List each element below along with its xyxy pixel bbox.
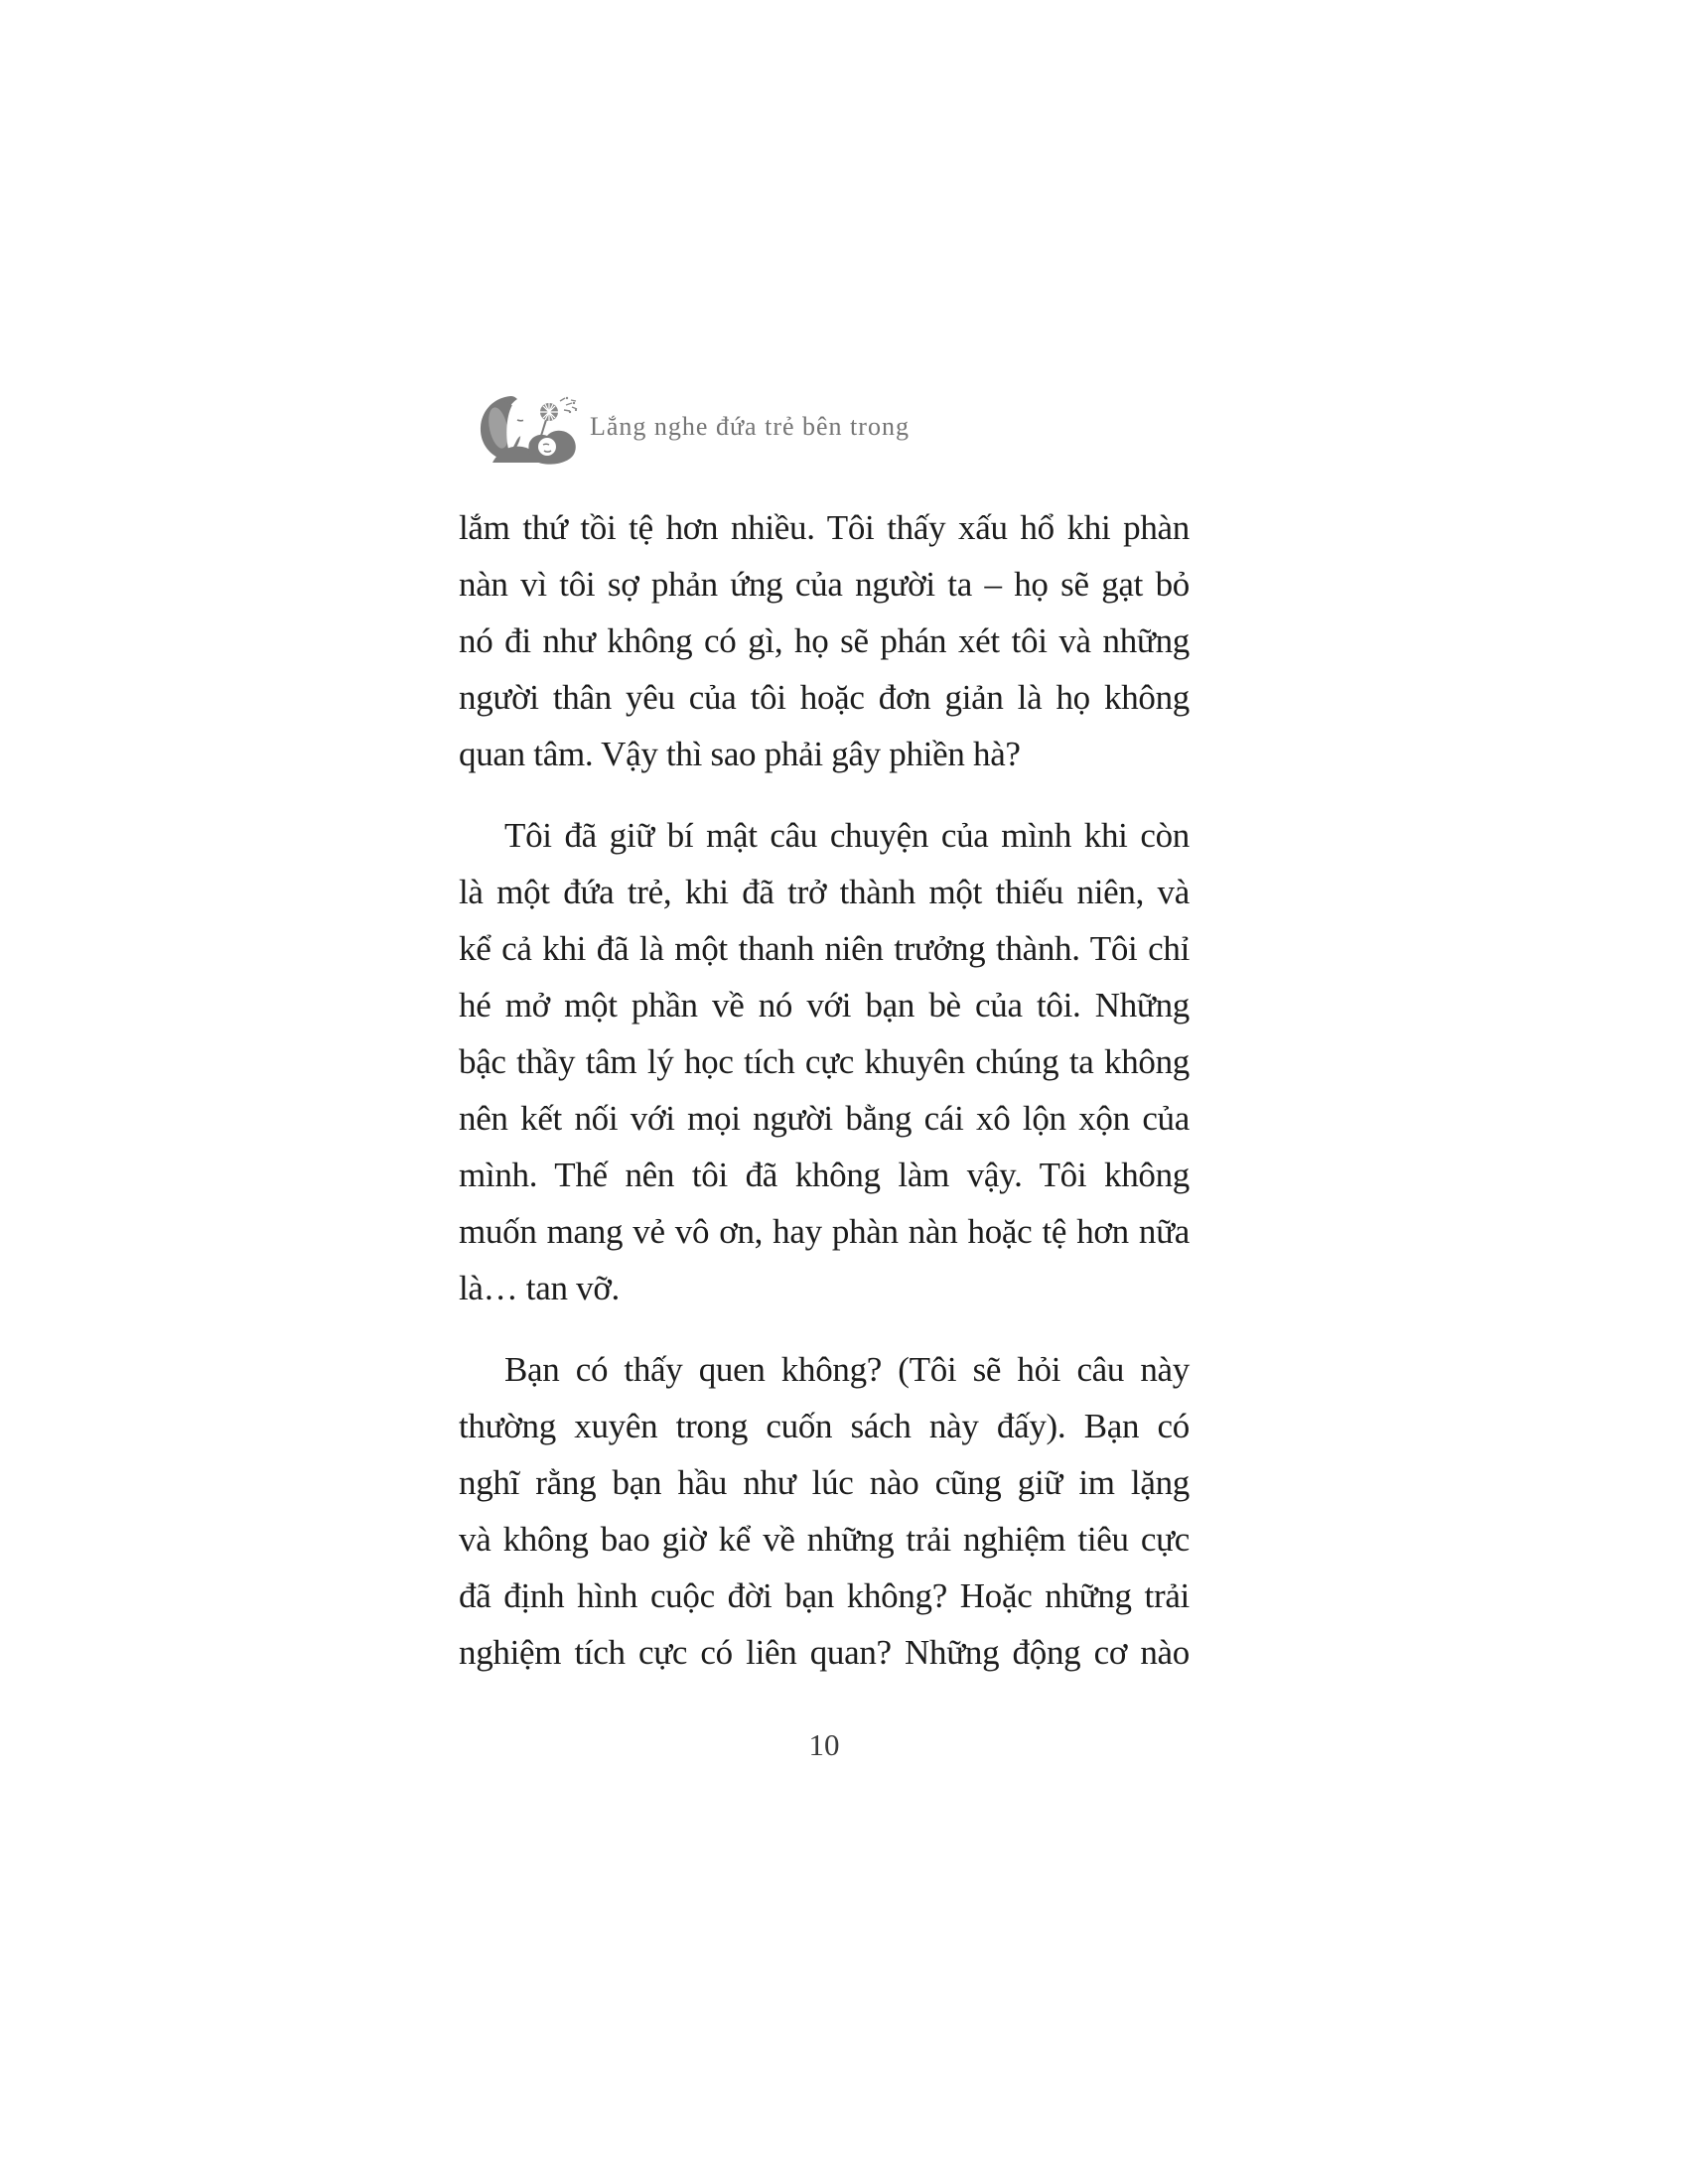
text-line: là… tan vỡ. — [459, 1269, 620, 1307]
text-line: Bạn có thấy quen không? (Tôi sẽ hỏi câu này — [504, 1350, 1190, 1389]
text-line: đã định hình cuộc đời bạn không? Hoặc những trải — [459, 1576, 1190, 1615]
paragraph — [459, 807, 1190, 1316]
text-line: nghĩ rằng bạn hầu như lúc nào cũng giữ im lặng — [459, 1463, 1190, 1502]
text-line: là một đứa trẻ, khi đã trở thành một thiếu niên, và — [459, 873, 1190, 911]
text-line: muốn mang vẻ vô ơn, hay phàn nàn hoặc tệ hơn nữa — [459, 1212, 1190, 1251]
paragraph — [459, 499, 1190, 782]
paragraph — [459, 1341, 1190, 1681]
text-line: lắm thứ tồi tệ hơn nhiều. Tôi thấy xấu hổ khi phàn — [459, 508, 1190, 547]
text-line: nó đi như không có gì, họ sẽ phán xét tôi và những — [459, 621, 1190, 660]
body-text — [459, 499, 1190, 1681]
text-line: bậc thầy tâm lý học tích cực khuyên chúng ta không — [459, 1042, 1190, 1081]
text-line: kể cả khi đã là một thanh niên trưởng thành. Tôi chỉ — [459, 929, 1190, 968]
text-line: mình. Thế nên tôi đã không làm vậy. Tôi không — [459, 1156, 1190, 1194]
text-line: thường xuyên trong cuốn sách này đấy). Bạn có — [459, 1407, 1190, 1445]
page-number: 10 — [808, 1727, 840, 1762]
text-line: người thân yêu của tôi hoặc đơn giản là họ không — [459, 678, 1190, 717]
text-line: và không bao giờ kể về những trải nghiệm tiêu cực — [459, 1520, 1190, 1559]
text-line: quan tâm. Vậy thì sao phải gây phiền hà? — [459, 735, 1021, 773]
running-header — [475, 393, 910, 465]
mother-child-dandelion-logo-icon — [475, 393, 578, 465]
text-line: nghiệm tích cực có liên quan? Những động cơ nào — [459, 1633, 1190, 1672]
text-line: hé mở một phần về nó với bạn bè của tôi. Những — [459, 986, 1190, 1024]
text-line: Tôi đã giữ bí mật câu chuyện của mình khi còn — [504, 816, 1190, 855]
text-line: nàn vì tôi sợ phản ứng của người ta – họ sẽ gạt bỏ — [459, 565, 1190, 604]
text-line: nên kết nối với mọi người bằng cái xô lộn xộn của — [459, 1099, 1190, 1138]
book-title-running-head: Lắng nghe đứa trẻ bên trong — [590, 412, 910, 441]
